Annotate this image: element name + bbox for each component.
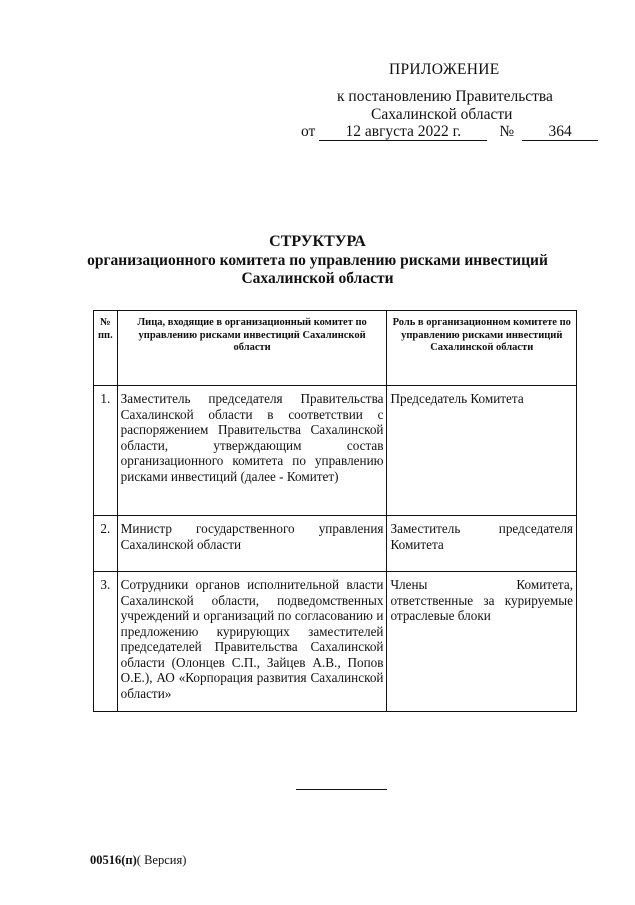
row-person: Сотрудники органов исполнительной власти Сахалинской области, подведомственных учреждений и организаций по согласованию и предложению курирующих заместителей председателей Правительства Сахалинской области (Олонцев С.П., Зайцев А.В., Попов О.Е.), АО «Корпорация развития Сахалинской области» (117, 572, 387, 712)
appendix-line-1: к постановлению Правительства (337, 88, 553, 105)
table-row (94, 516, 577, 572)
row-num: 1. (94, 386, 118, 516)
from-label: от (301, 123, 316, 140)
resolution-date-line (301, 123, 598, 141)
header-num: № пп. (94, 311, 118, 386)
appendix-line-2: Сахалинской области (371, 106, 513, 123)
row-role: Председатель Комитета (387, 386, 577, 516)
appendix-label: ПРИЛОЖЕНИЕ (389, 61, 500, 78)
closing-divider (296, 789, 387, 790)
row-role: Заместитель председателя Комитета (387, 516, 577, 572)
committee-structure-table (93, 310, 577, 712)
document-code (90, 853, 186, 868)
number-sign: № (499, 123, 515, 140)
row-person: Заместитель председателя Правительства Сахалинской области в соответствии с распоряжением Правительства Сахалинской области, утверждающим состав организационного комитета по управлению рисками инвестиций (далее - Комитет) (117, 386, 387, 516)
row-num: 2. (94, 516, 118, 572)
header-role: Роль в организационном комитете по управлению рисками инвестиций Сахалинской области (387, 311, 577, 386)
document-code-number: 00516(п) (90, 853, 137, 867)
table-row (94, 572, 577, 712)
document-version: ( Версия) (136, 853, 187, 867)
resolution-number: 364 (522, 123, 598, 141)
row-role: Члены Комитета, ответственные за курируемые отраслевые блоки (387, 572, 577, 712)
document-subtitle-line-1: организационного комитета по управлению рисками инвестиций (87, 252, 548, 269)
table-header-row (94, 311, 577, 386)
row-person: Министр государственного управления Сахалинской области (117, 516, 387, 572)
document-title: СТРУКТУРА (269, 233, 366, 250)
table-row (94, 386, 577, 516)
header-persons: Лица, входящие в организационный комитет по управлению рисками инвестиций Сахалинской области (117, 311, 387, 386)
resolution-date: 12 августа 2022 г. (319, 123, 487, 141)
row-num: 3. (94, 572, 118, 712)
document-subtitle-line-2: Сахалинской области (241, 270, 394, 287)
